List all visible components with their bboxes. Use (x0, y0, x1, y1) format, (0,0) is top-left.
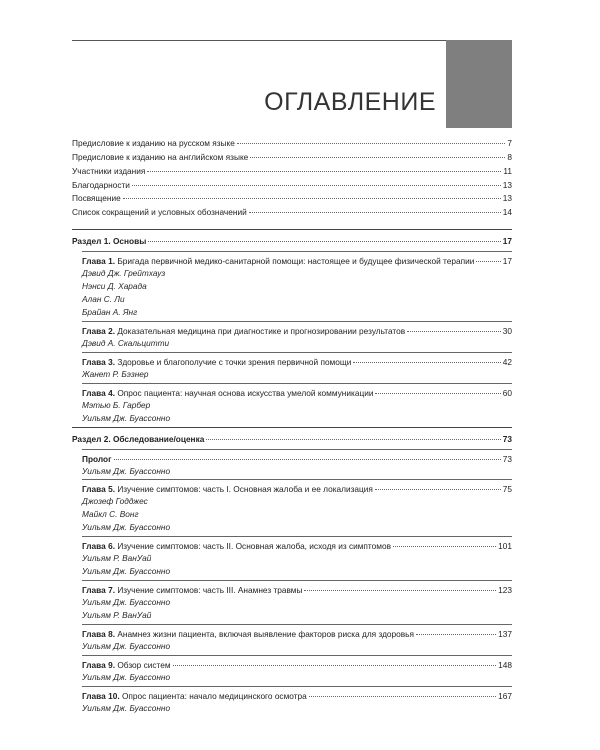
dot-leader (114, 459, 501, 460)
chapter-divider (82, 536, 512, 537)
chapter-title: Изучение симптомов: часть III. Анамнез травмы (117, 585, 303, 595)
chapter-page: 75 (502, 484, 512, 494)
chapter-label: Глава 5. (82, 484, 116, 494)
toc-entry-title: Список сокращений и условных обозначений (72, 207, 247, 217)
dot-leader (206, 439, 500, 440)
chapter-title: Здоровье и благополучие с точки зрения первичной помощи (117, 357, 352, 367)
chapter-title: Обзор систем (117, 660, 171, 670)
chapter-entry[interactable] (82, 691, 512, 702)
author: Уильям Дж. Буассонно (82, 413, 171, 423)
toc-entry-title: Посвящение (72, 193, 121, 203)
toc-entry[interactable] (72, 180, 512, 191)
chapter-label: Глава 1. (82, 256, 116, 266)
chapter-page: 60 (502, 388, 512, 398)
chapter-divider (82, 352, 512, 353)
dot-leader (416, 634, 496, 635)
author: Дэвид Дж. Грейтхауз (82, 268, 166, 278)
chapter-divider (82, 383, 512, 384)
chapter-divider (82, 655, 512, 656)
chapter-title: Доказательная медицина при диагностике и прогнозировании результатов (117, 326, 406, 336)
chapter-label: Глава 9. (82, 660, 116, 670)
chapter-divider (82, 449, 512, 450)
author: Джозеф Годджес (82, 496, 148, 506)
section-title: Раздел 1. Основы (72, 236, 147, 246)
chapter-title: Изучение симптомов: часть II. Основная жалоба, исходя из симптомов (117, 541, 391, 551)
chapter-label: Глава 7. (82, 585, 116, 595)
dot-leader (353, 362, 500, 363)
section-heading[interactable] (72, 434, 512, 445)
section-divider (72, 427, 512, 428)
chapter-title: Анамнез жизни пациента, включая выявление факторов риска для здоровья (117, 629, 415, 639)
chapter-divider (82, 580, 512, 581)
author: Мэтью Б. Гарбер (82, 400, 151, 410)
chapter-label: Глава 4. (82, 388, 116, 398)
dot-leader (407, 331, 501, 332)
chapter-page: 73 (502, 454, 512, 464)
dot-leader (375, 489, 501, 490)
dot-leader (147, 171, 501, 172)
chapter-entry[interactable] (82, 629, 512, 640)
dot-leader (476, 261, 500, 262)
chapter-page: 167 (498, 691, 512, 701)
chapter-page: 17 (502, 256, 512, 266)
dot-leader (250, 157, 505, 158)
author: Майкл С. Вонг (82, 509, 139, 519)
author: Уильям Дж. Буассонно (82, 597, 171, 607)
section-page: 73 (502, 434, 512, 444)
author: Нэнси Д. Харада (82, 281, 147, 291)
chapter-entry[interactable] (82, 256, 512, 267)
chapter-label: Глава 6. (82, 541, 116, 551)
toc-entry-page: 7 (507, 138, 512, 148)
section-page: 17 (502, 236, 512, 246)
chapter-page: 42 (502, 357, 512, 367)
chapter-entry[interactable] (82, 484, 512, 495)
toc-entry-page: 8 (507, 152, 512, 162)
toc-entry[interactable] (72, 193, 512, 204)
author: Дэвид А. Скальцитти (82, 338, 170, 348)
chapter-page: 30 (502, 326, 512, 336)
chapter-divider (82, 624, 512, 625)
chapter-entry[interactable] (82, 326, 512, 337)
dot-leader (249, 212, 501, 213)
chapter-page: 137 (498, 629, 512, 639)
chapter-title: Опрос пациента: научная основа искусства умелой коммуникации (117, 388, 374, 398)
chapter-title: Бригада первичной медико-санитарной помощи: настоящее и будущее физической терапии (117, 256, 475, 266)
chapter-page: 123 (498, 585, 512, 595)
chapter-label: Глава 8. (82, 629, 116, 639)
toc-entry[interactable] (72, 138, 512, 149)
chapter-divider (82, 321, 512, 322)
author: Уильям Дж. Буассонно (82, 466, 171, 476)
chapter-page: 148 (498, 660, 512, 670)
chapter-divider (82, 686, 512, 687)
chapter-title: Изучение симптомов: часть I. Основная жалоба и ее локализация (117, 484, 373, 494)
chapter-label: Глава 10. (82, 691, 120, 701)
chapter-label: Глава 2. (82, 326, 116, 336)
section-divider (72, 229, 512, 230)
toc-entry-page: 13 (502, 180, 512, 190)
toc-entry-page: 14 (502, 207, 512, 217)
toc-entry[interactable] (72, 166, 512, 177)
chapter-label: Пролог (82, 454, 112, 464)
chapter-label: Глава 3. (82, 357, 116, 367)
toc-entry-page: 11 (503, 166, 512, 176)
chapter-entry[interactable] (82, 454, 512, 465)
dot-leader (309, 696, 496, 697)
chapter-entry[interactable] (82, 357, 512, 368)
chapter-divider (82, 251, 512, 252)
author: Уильям Дж. Буассонно (82, 522, 171, 532)
page-title: ОГЛАВЛЕНИЕ (264, 88, 436, 116)
author: Алан С. Ли (82, 294, 125, 304)
dot-leader (123, 198, 501, 199)
dot-leader (375, 393, 500, 394)
chapter-divider (82, 479, 512, 480)
dot-leader (148, 241, 500, 242)
author: Жанет Р. Бэзнер (82, 369, 149, 379)
toc-entry[interactable] (72, 152, 512, 163)
chapter-entry[interactable] (82, 388, 512, 399)
toc-entry-title: Предисловие к изданию на русском языке (72, 138, 235, 148)
toc-entry-title: Благодарности (72, 180, 130, 190)
dot-leader (173, 665, 497, 666)
dot-leader (237, 143, 506, 144)
dot-leader (393, 546, 496, 547)
author: Уильям Р. ВанУай (82, 610, 152, 620)
toc-entry[interactable] (72, 207, 512, 218)
author: Уильям Дж. Буассонно (82, 703, 171, 713)
chapter-entry[interactable] (82, 660, 512, 671)
author: Уильям Дж. Буассонно (82, 566, 171, 576)
chapter-entry[interactable] (82, 541, 512, 552)
author: Уильям Дж. Буассонно (82, 641, 171, 651)
dot-leader (132, 185, 501, 186)
author: Уильям Дж. Буассонно (82, 672, 171, 682)
toc-entry-title: Участники издания (72, 166, 146, 176)
section-heading[interactable] (72, 236, 512, 247)
header-grey-block (446, 40, 512, 128)
chapter-entry[interactable] (82, 585, 512, 596)
author: Брайан А. Янг (82, 307, 138, 317)
dot-leader (304, 590, 496, 591)
chapter-page: 101 (498, 541, 512, 551)
chapter-title: Опрос пациента: начало медицинского осмотра (121, 691, 307, 701)
toc-entry-title: Предисловие к изданию на английском языке (72, 152, 249, 162)
toc-entry-page: 13 (502, 193, 512, 203)
section-title: Раздел 2. Обследование/оценка (72, 434, 205, 444)
author: Уильям Р. ВанУай (82, 553, 152, 563)
